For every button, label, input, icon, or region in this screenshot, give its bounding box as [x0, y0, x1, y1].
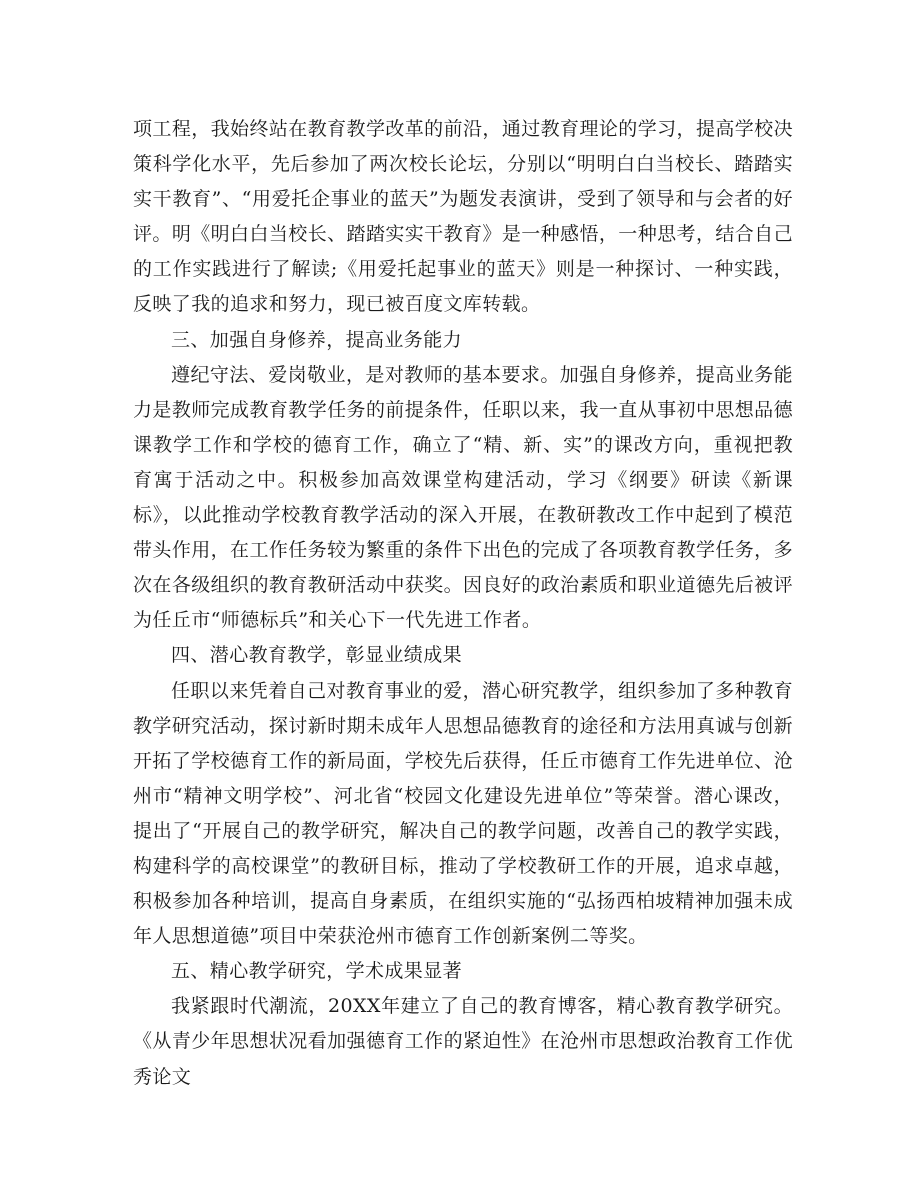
paragraph-continued: 项工程，我始终站在教育教学改革的前沿，通过教育理论的学习，提高学校决策科学化水平，先后参加了两次校长论坛，分别以“明明白白当校长、踏踏实实干教育”、“用爱托企事业的蓝天”为题发表演讲，受到了领导和与会者的好评。明《明白白当校长、踏踏实实干教育》是一种感悟，一种思考，结合自己的工作实践进行了解读;《用爱托起事业的蓝天》则是一种探讨、一种实践，反映了我的追求和努力，现已被百度文库转载。: [133, 118, 793, 316]
document-body: [133, 112, 793, 1095]
paragraph-section-5: 我紧跟时代潮流，20XX年建立了自己的教育博客，精心教育教学研究。《从青少年思想状况看加强德育工作的紧迫性》在沧州市思想政治教育工作优秀论文: [133, 995, 793, 1088]
paragraph-section-3: 遵纪守法、爱岗敬业，是对教师的基本要求。加强自身修养，提高业务能力是教师完成教育教学任务的前提条件，任职以来，我一直从事初中思想品德课教学工作和学校的德育工作，确立了“精、新、实”的课改方向，重视把教育寓于活动之中。积极参加高效课堂构建活动，学习《纲要》研读《新课标》，以此推动学校教育教学活动的深入开展，在教研教改工作中起到了模范带头作用，在工作任务较为繁重的条件下出色的完成了各项教育教学任务，多次在各级组织的教育教研活动中获奖。因良好的政治素质和职业道德先后被评为任丘市“师德标兵”和关心下一代先进工作者。: [133, 363, 793, 632]
section-heading-4: 四、潜心教育教学，彰显业绩成果: [171, 644, 463, 667]
paragraph-section-4: 任职以来凭着自己对教育事业的爱，潜心研究教学，组织参加了多种教育教学研究活动，探讨新时期未成年人思想品德教育的途径和方法用真诚与创新开拓了学校德育工作的新局面，学校先后获得，任丘市德育工作先进单位、沧州市“精神文明学校”、河北省“校园文化建设先进单位”等荣誉。潜心课改，提出了“开展自己的教学研究，解决自己的教学问题，改善自己的教学实践，构建科学的高校课堂”的教研目标，推动了学校教研工作的开展，追求卓越，积极参加各种培训，提高自身素质，在组织实施的“弘扬西柏坡精神加强未成年人思想道德”项目中荣获沧州市德育工作创新案例二等奖。: [133, 679, 793, 948]
section-heading-5: 五、精心教学研究，学术成果显著: [171, 960, 463, 983]
section-heading-3: 三、加强自身修养，提高业务能力: [171, 328, 463, 351]
